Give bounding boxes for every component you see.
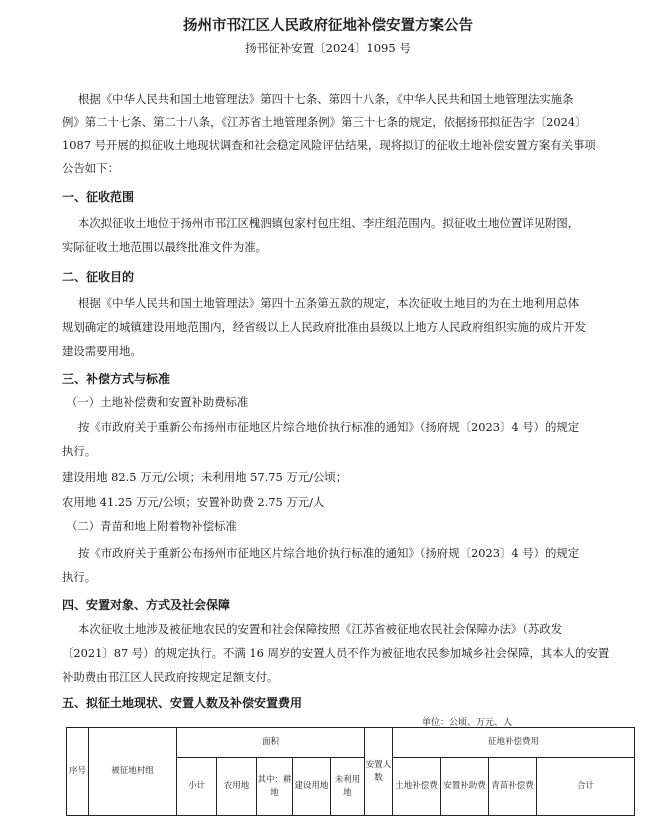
text-line: 执行。: [62, 444, 97, 458]
compensation-table: [66, 727, 635, 816]
header-resettlement: 安置补助费: [441, 758, 489, 816]
header-compensation: 征地补偿费用: [393, 728, 635, 758]
text-line: 根据《中华人民共和国土地管理法》第四十七条、第四十八条，《中华人民共和国土地管理法实施条: [78, 92, 574, 106]
text-line: 〔2021〕87 号）的规定执行。不满 16 周岁的安置人员不作为被征地农民参加城乡社会保障，其本人的安置: [62, 646, 610, 660]
header-farmland: 农用地: [217, 758, 257, 816]
section-5-heading: 五、拟征土地现状、安置人数及补偿安置费用: [62, 696, 303, 710]
rates-line: 农用地 41.25 万元/公顷；安置补助费 2.75 万元/人: [62, 495, 325, 509]
subsection-heading: （一）土地补偿费和安置补助费标准: [66, 395, 249, 409]
text-line: 补助费由邗江区人民政府按规定足额支付。: [62, 670, 279, 684]
header-people: 安置人数: [365, 728, 393, 816]
header-area: 面积: [177, 728, 365, 758]
header-arable: 其中：耕地: [257, 758, 293, 816]
header-village: 被征地村组: [89, 728, 177, 816]
header-subtotal: 小计: [177, 758, 217, 816]
section-1-heading: 一、征收范围: [62, 190, 135, 204]
section-4-heading: 四、安置对象、方式及社会保障: [62, 598, 231, 612]
text-line: 建设需要用地。: [62, 344, 142, 358]
header-land-comp: 土地补偿费: [393, 758, 441, 816]
header-total: 合计: [537, 758, 635, 816]
notice-title: 扬州市邗江区人民政府征地补偿安置方案公告: [183, 18, 473, 34]
text-line: 公告如下：: [62, 161, 119, 175]
text-line: 规划确定的城镇建设用地范围内，经省级以上人民政府批准由县级以上地方人民政府组织实施的成片开发: [62, 320, 586, 334]
text-line: 1087 号开展的拟征收土地现状调查和社会稳定风险评估结果，现将拟订的征收土地补偿安置方案有关事项: [62, 138, 596, 152]
text-line: 执行。: [62, 570, 97, 584]
text-line: 实际征收土地范围以最终批准文件为准。: [62, 240, 268, 254]
rates-line: 建设用地 82.5 万元/公顷；未利用地 57.75 万元/公顷；: [62, 470, 348, 484]
text-line: 例》第二十七条、第二十八条，《江苏省土地管理条例》第三十七条的规定，依据扬邗拟征告字〔2024〕: [62, 115, 587, 129]
header-construction: 建设用地: [293, 758, 331, 816]
section-3-heading: 三、补偿方式与标准: [62, 372, 171, 386]
header-unused: 未利用地: [331, 758, 365, 816]
document-number: 扬邗征补安置〔2024〕1095 号: [245, 41, 411, 55]
subsection-heading: （二）青苗和地上附着物补偿标准: [66, 519, 237, 533]
section-2-heading: 二、征收目的: [62, 270, 135, 284]
text-line: 本次拟征收土地位于扬州市邗江区槐泗镇包家村包庄组、李庄组范围内。拟征收土地位置详见附图，: [78, 216, 580, 230]
text-line: 本次征收土地涉及被征地农民的安置和社会保障按照《江苏省被征地农民社会保障办法》（苏政发: [78, 622, 563, 636]
header-crops: 青苗补偿费: [489, 758, 537, 816]
text-line: 按《市政府关于重新公布扬州市征地区片综合地价执行标准的通知》（扬府规〔2023〕4 号）的规定: [78, 546, 580, 560]
text-line: 按《市政府关于重新公布扬州市征地区片综合地价执行标准的通知》（扬府规〔2023〕4 号）的规定: [78, 420, 580, 434]
table-unit-label: 单位：公顷、万元、人: [422, 718, 513, 728]
header-seq: 序号: [67, 728, 89, 816]
text-line: 根据《中华人民共和国土地管理法》第四十五条第五款的规定，本次征收土地目的为在土地利用总体: [78, 296, 580, 310]
